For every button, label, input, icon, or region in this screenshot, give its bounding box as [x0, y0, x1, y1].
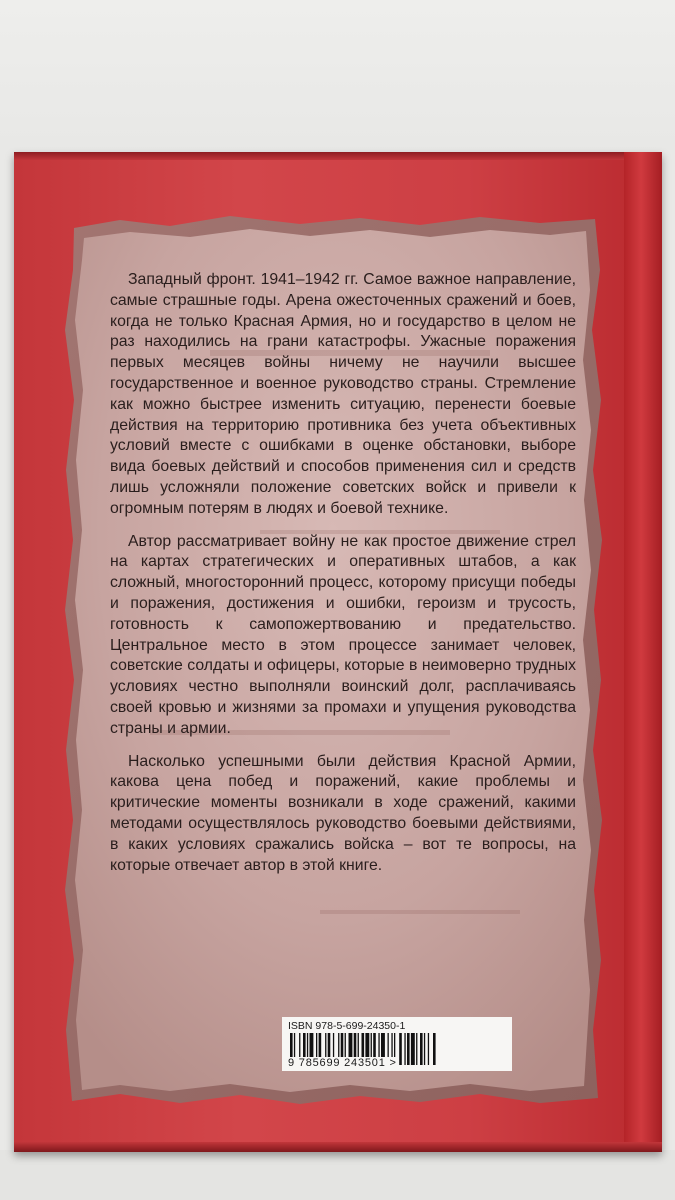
book-top-edge [14, 152, 662, 160]
isbn-number: ISBN 978-5-699-24350-1 [288, 1020, 406, 1032]
book-spine-edge [624, 152, 662, 1152]
background-wall [0, 0, 675, 150]
barcode-digits: 9 785699 243501 > [288, 1057, 397, 1069]
blurb-text-block [110, 270, 576, 888]
blurb-paragraph-1: Западный фронт. 1941–1942 гг. Самое важное направление, самые страшные годы. Арена ожесточенных сражений и боев, когда не только Красная Армия, но и государство в целом не раз находились на грани катастрофы. Ужасные поражения первых месяцев войны ничему не научили высшее государственное и военное руководство страны. Стремление как можно быстрее изменить ситуацию, перенести боевые действия на территорию противника без учета объективных условий вместе с ошибками в оценке обстановки, выборе вида боевых действий и способов применения сил и средств лишь усложняли положение советских войск и привели к огромным потерям в людях и боевой технике. [110, 271, 576, 517]
background-surface [0, 1150, 675, 1200]
isbn-barcode-label [282, 1017, 512, 1071]
blurb-paragraph-2: Автор рассматривает войну не как простое движение стрел на картах стратегических и оперативных штабов, а как сложный, многосторонний процесс, которому присущи победы и поражения, достижения и ошибки, героизм и трусость, готовность к самопожертвованию и предательство. Центральное место в этом процессе занимает человек, советские солдаты и офицеры, которые в неимоверно трудных условиях честно выполняли воинский долг, расплачиваясь своей кровью и жизнями за промахи и упущения руководства страны и армии. [110, 532, 576, 737]
blurb-paragraph-3: Насколько успешными были действия Красной Армии, какова цена побед и поражений, какие проблемы и критические моменты возникали в ходе сражений, какими методами осуществлялось руководство боевыми действиями, в каких условиях сражались войска – вот те вопросы, на которые отвечает автор в этой книге. [110, 752, 576, 874]
book-bottom-edge [14, 1142, 662, 1152]
